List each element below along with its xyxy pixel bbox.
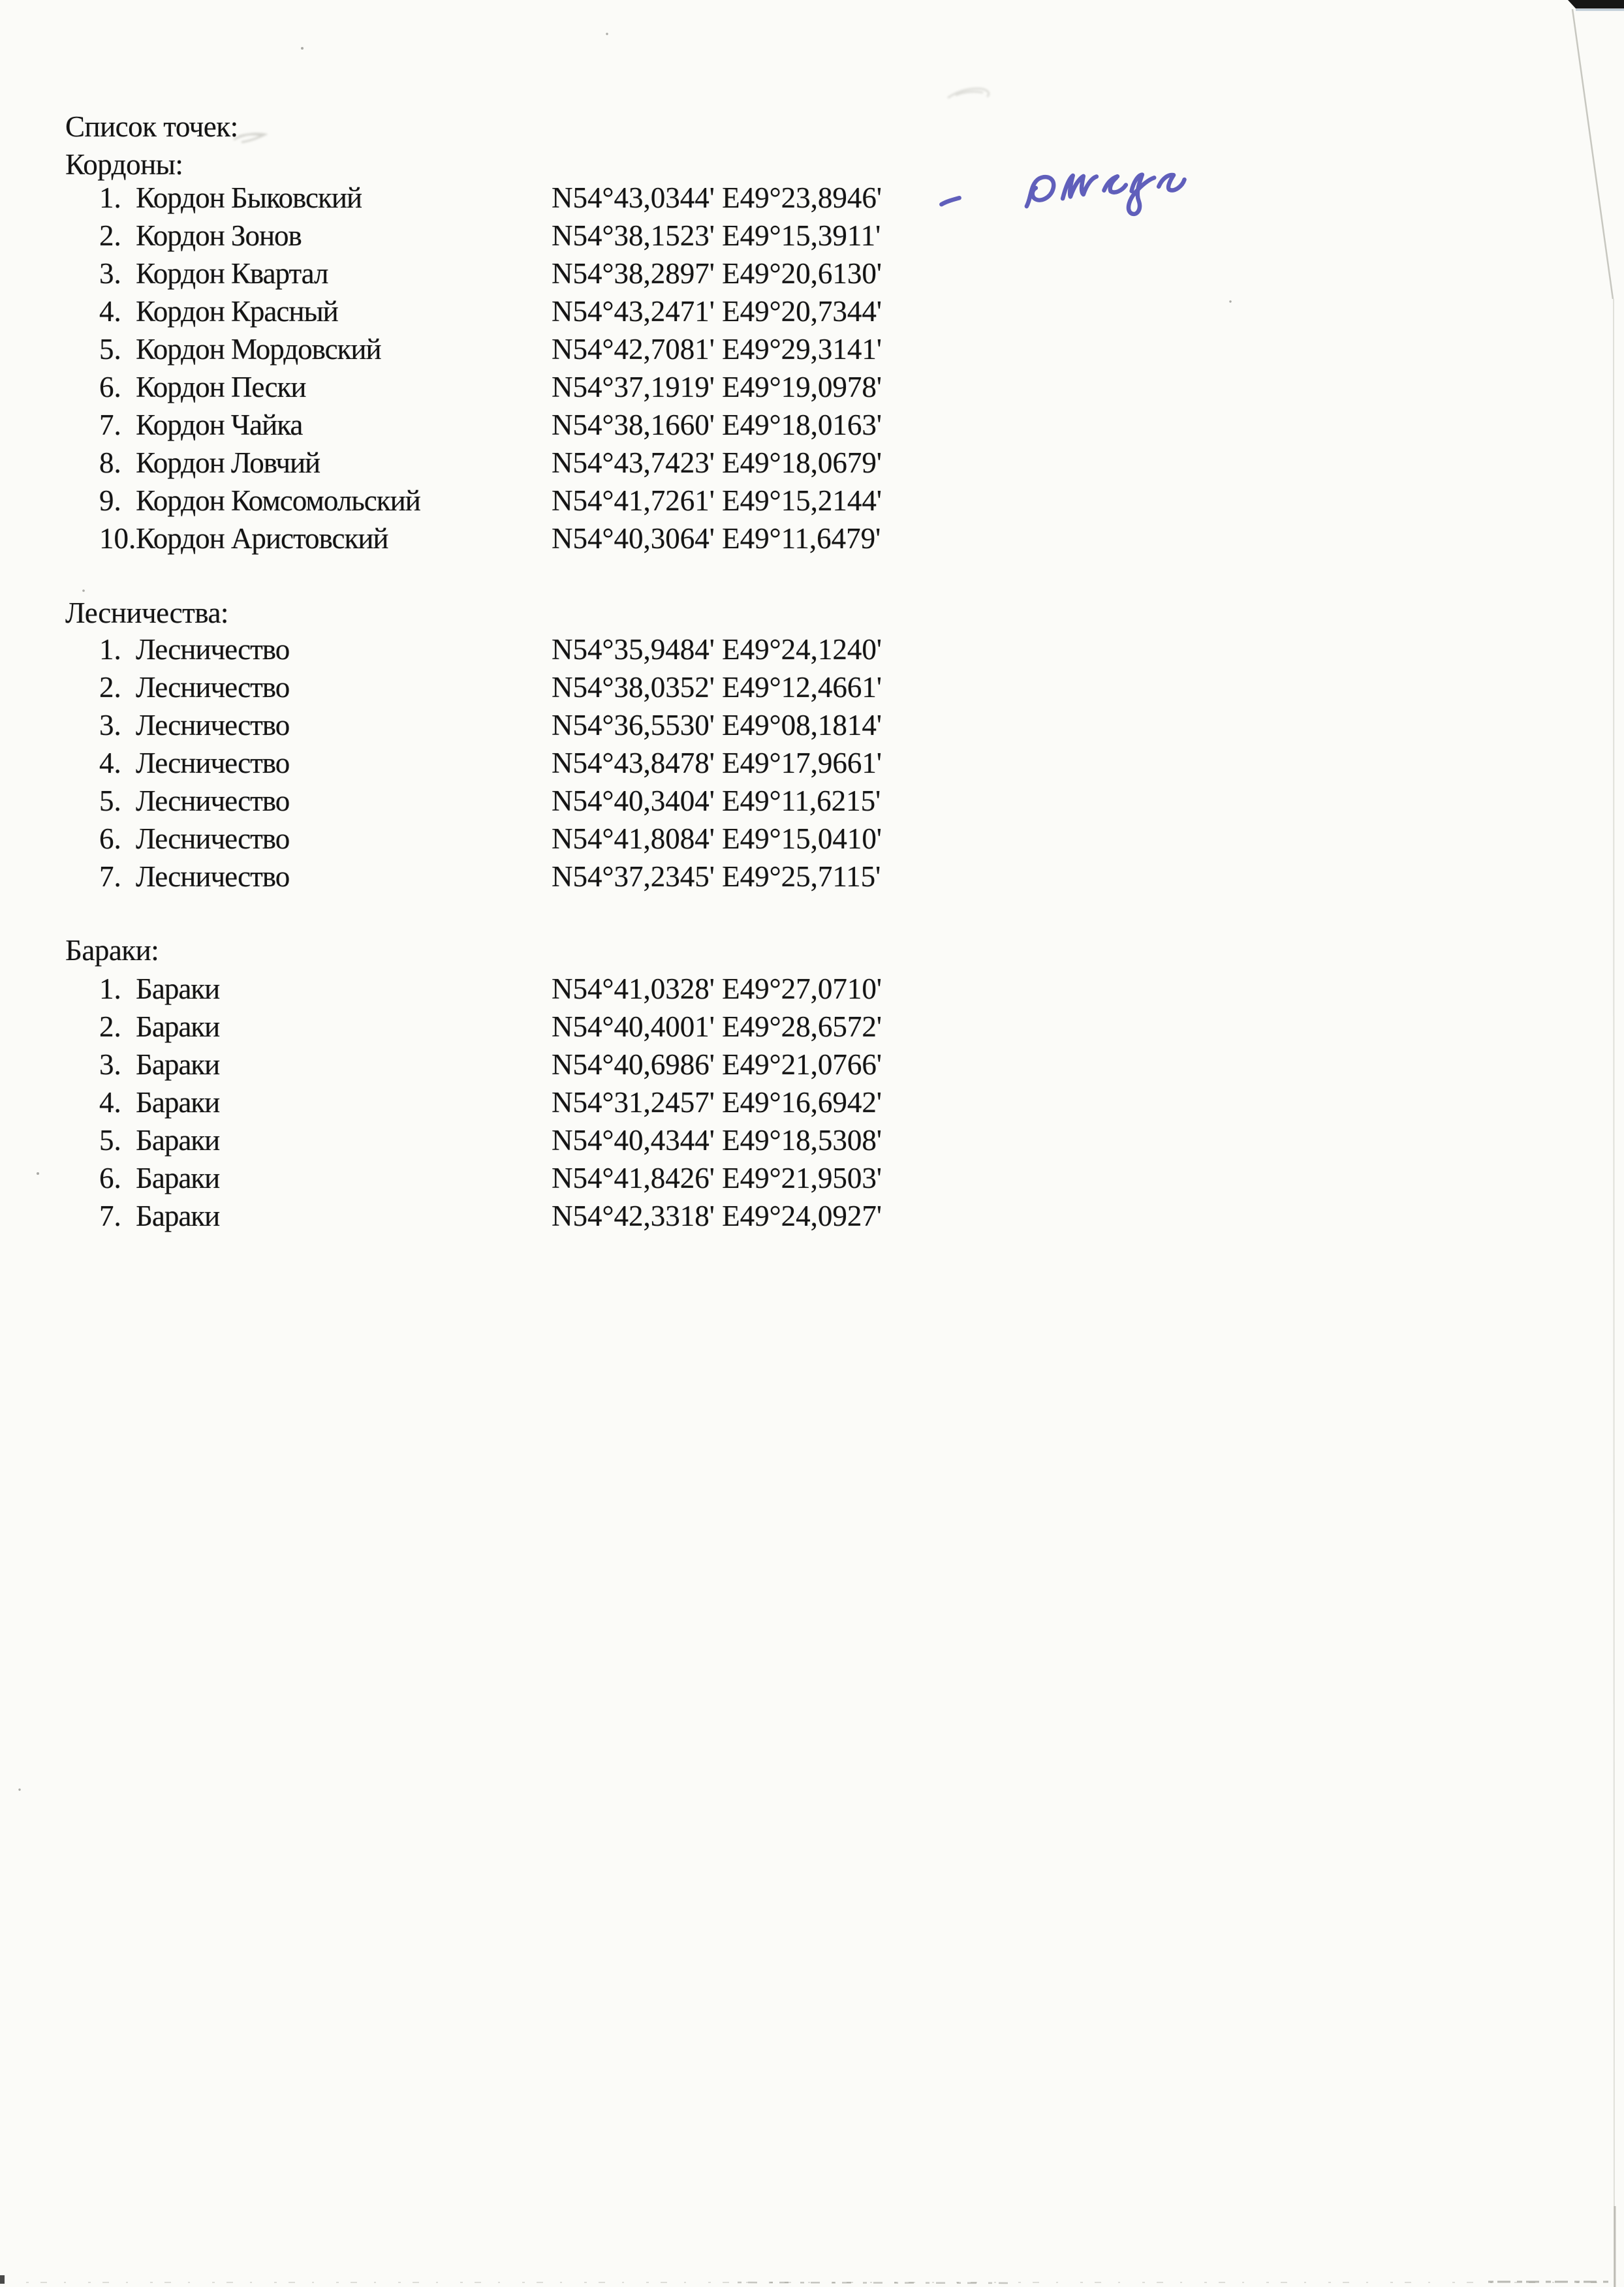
point-row	[65, 406, 1044, 444]
point-row	[65, 1046, 1044, 1083]
point-number: 2.	[99, 671, 121, 704]
point-row	[65, 444, 1044, 482]
point-coordinates: N54°43,0344' E49°23,8946'	[552, 181, 882, 214]
scan-bottom-line-dark1	[738, 2282, 1018, 2283]
point-coordinates: N54°38,1523' E49°15,3911'	[552, 219, 881, 252]
point-row	[65, 1008, 1044, 1046]
point-coordinates: N54°37,1919' E49°19,0978'	[552, 371, 882, 403]
point-number: 2.	[99, 219, 121, 252]
point-coordinates: N54°41,8426' E49°21,9503'	[552, 1162, 882, 1194]
section-heading-lesnichestva: Лесничества:	[65, 597, 228, 629]
point-coordinates: N54°43,7423' E49°18,0679'	[552, 446, 882, 479]
point-coordinates: N54°40,6986' E49°21,0766'	[552, 1048, 882, 1081]
handwritten-dash	[941, 198, 960, 204]
point-row	[65, 292, 1044, 330]
point-coordinates: N54°40,4344' E49°18,5308'	[552, 1124, 882, 1157]
point-row	[65, 482, 1044, 520]
point-coordinates: N54°38,0352' E49°12,4661'	[552, 671, 882, 704]
point-number: 5.	[99, 1124, 121, 1157]
point-name: Кордон Красный	[136, 295, 338, 328]
point-coordinates: N54°40,3404' E49°11,6215'	[552, 785, 881, 817]
point-row	[65, 706, 1044, 744]
point-number: 5.	[99, 785, 121, 817]
point-row	[65, 255, 1044, 292]
point-name: Кордон Аристовский	[136, 522, 388, 555]
point-number: 2.	[99, 1010, 121, 1043]
point-row	[65, 630, 1044, 668]
point-name: Лесничество	[136, 785, 290, 817]
point-name: Лесничество	[136, 860, 290, 893]
point-row	[65, 217, 1044, 255]
point-name: Бараки	[136, 1010, 220, 1043]
point-name: Кордон Ловчий	[136, 446, 320, 479]
pencil-smudge	[948, 89, 989, 98]
section-heading-baraki: Бараки:	[65, 934, 159, 967]
point-name: Кордон Мордовский	[136, 333, 381, 366]
point-name: Бараки	[136, 1200, 220, 1232]
point-name: Бараки	[136, 1124, 220, 1157]
point-number: 1.	[99, 633, 121, 666]
point-number: 7.	[99, 1200, 121, 1232]
point-name: Лесничество	[136, 671, 290, 704]
point-row	[65, 179, 1044, 217]
point-coordinates: N54°42,7081' E49°29,3141'	[552, 333, 882, 366]
point-row	[65, 1197, 1044, 1235]
point-number: 4.	[99, 1086, 121, 1119]
section-baraki-list	[65, 970, 1044, 1235]
point-coordinates: N54°31,2457' E49°16,6942'	[552, 1086, 882, 1119]
point-number: 1.	[99, 972, 121, 1005]
point-row	[65, 668, 1044, 706]
point-row	[65, 782, 1044, 820]
point-number: 6.	[99, 822, 121, 855]
point-name: Бараки	[136, 1162, 220, 1194]
point-number: 4.	[99, 747, 121, 779]
pencil-smudge	[234, 134, 265, 142]
point-name: Лесничество	[136, 747, 290, 779]
point-name: Кордон Зонов	[136, 219, 302, 252]
point-row	[65, 858, 1044, 895]
point-name: Бараки	[136, 1086, 220, 1119]
handwritten-note	[931, 146, 1196, 240]
point-row	[65, 1083, 1044, 1121]
point-coordinates: N54°42,3318' E49°24,0927'	[552, 1200, 882, 1232]
point-coordinates: N54°43,8478' E49°17,9661'	[552, 747, 882, 779]
point-name: Лесничество	[136, 633, 290, 666]
point-number: 9.	[99, 484, 121, 517]
point-number: 3.	[99, 1048, 121, 1081]
point-name: Кордон Пески	[136, 371, 306, 403]
point-number: 1.	[99, 181, 121, 214]
point-coordinates: N54°43,2471' E49°20,7344'	[552, 295, 882, 328]
section-lesnichestva-list	[65, 630, 1044, 895]
page-title: Список точек:	[65, 110, 238, 143]
point-number: 3.	[99, 709, 121, 741]
point-name: Кордон Чайка	[136, 409, 303, 441]
section-kordony-list	[65, 179, 1044, 557]
point-coordinates: N54°35,9484' E49°24,1240'	[552, 633, 882, 666]
point-name: Кордон Быковский	[136, 181, 362, 214]
scan-corner-artifact	[1568, 0, 1624, 8]
point-name: Кордон Комсомольский	[136, 484, 420, 517]
point-coordinates: N54°36,5530' E49°08,1814'	[552, 709, 882, 741]
point-row	[65, 744, 1044, 782]
point-coordinates: N54°38,1660' E49°18,0163'	[552, 409, 882, 441]
point-row	[65, 330, 1044, 368]
point-name: Лесничество	[136, 822, 290, 855]
point-coordinates: N54°38,2897' E49°20,6130'	[552, 257, 882, 290]
point-number: 7.	[99, 860, 121, 893]
point-number: 6.	[99, 371, 121, 403]
point-number: 3.	[99, 257, 121, 290]
point-name: Лесничество	[136, 709, 290, 741]
point-number: 8.	[99, 446, 121, 479]
scan-diagonal-line	[1572, 9, 1613, 299]
section-heading-kordony: Кордоны:	[65, 148, 183, 181]
point-coordinates: N54°41,8084' E49°15,0410'	[552, 822, 882, 855]
point-name: Бараки	[136, 1048, 220, 1081]
point-row	[65, 368, 1044, 406]
point-coordinates: N54°37,2345' E49°25,7115'	[552, 860, 881, 893]
point-coordinates: N54°41,7261' E49°15,2144'	[552, 484, 882, 517]
point-coordinates: N54°40,4001' E49°28,6572'	[552, 1010, 882, 1043]
point-row	[65, 970, 1044, 1008]
point-row	[65, 1159, 1044, 1197]
point-number: 5.	[99, 333, 121, 366]
point-coordinates: N54°40,3064' E49°11,6479'	[552, 522, 881, 555]
point-number: 4.	[99, 295, 121, 328]
point-number: 10.	[99, 522, 136, 555]
point-coordinates: N54°41,0328' E49°27,0710'	[552, 972, 882, 1005]
point-name: Бараки	[136, 972, 220, 1005]
point-row	[65, 820, 1044, 858]
scan-bottom-left-tick	[0, 2275, 5, 2284]
point-row	[65, 520, 1044, 557]
point-number: 6.	[99, 1162, 121, 1194]
point-number: 7.	[99, 409, 121, 441]
point-name: Кордон Квартал	[136, 257, 328, 290]
point-row	[65, 1121, 1044, 1159]
